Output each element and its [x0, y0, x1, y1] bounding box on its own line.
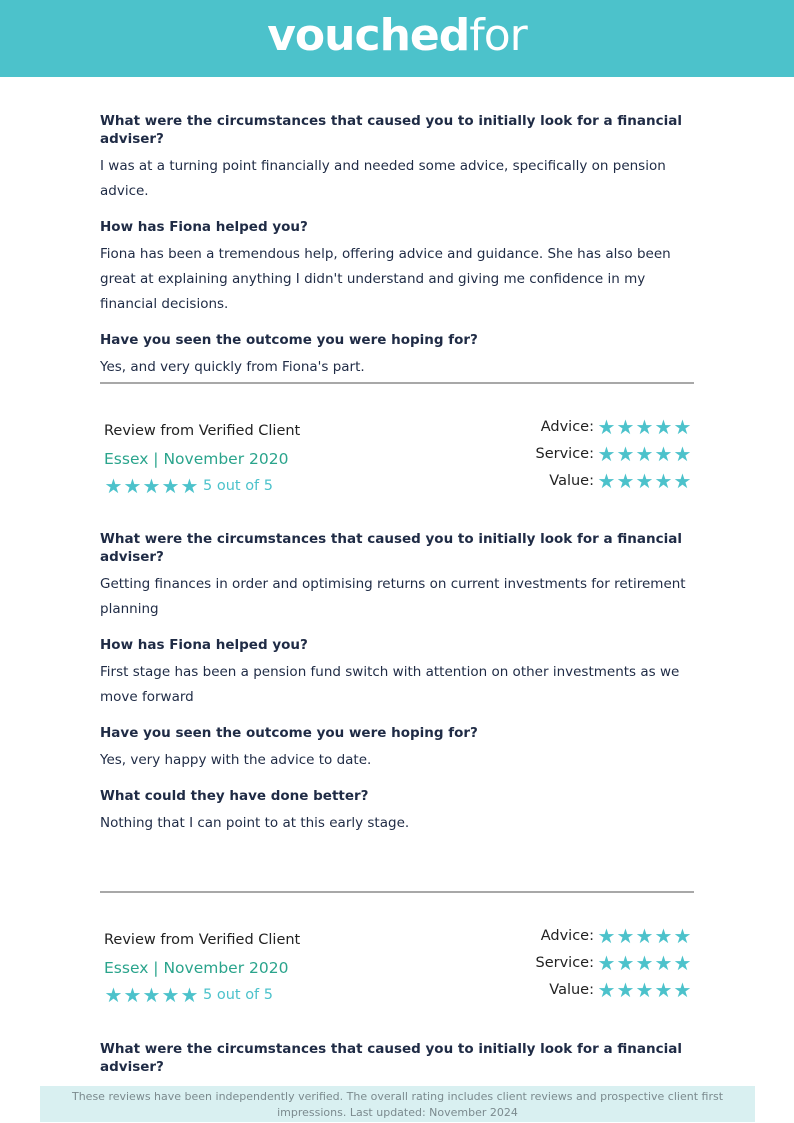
star-icon: ★	[161, 983, 180, 1007]
review-divider	[100, 891, 694, 893]
star-icon: ★	[673, 468, 692, 493]
review-source: Review from Verified Client	[104, 932, 301, 948]
review-location-date: Essex | November 2020	[104, 450, 289, 468]
question: Have you seen the outcome you were hoping for?	[100, 725, 478, 741]
star-icon: ★	[635, 414, 654, 439]
star-icon: ★	[142, 983, 161, 1007]
review-divider	[100, 382, 694, 384]
review-2-qa	[100, 530, 700, 850]
logo-part-2: for	[469, 9, 527, 61]
star-icon: ★	[142, 474, 161, 498]
answer: Yes, and very quickly from Fiona's part.	[100, 359, 365, 375]
qa-group	[100, 530, 700, 622]
answer: I was at a turning point financially and needed some advice, specifically on pension advice.	[100, 158, 666, 199]
rating-stars	[597, 441, 692, 466]
qa-group	[100, 331, 700, 380]
star-icon: ★	[654, 923, 673, 948]
rating-row-value	[472, 976, 692, 1003]
rating-stars	[597, 950, 692, 975]
star-icon: ★	[673, 977, 692, 1002]
star-icon: ★	[635, 441, 654, 466]
star-icon: ★	[161, 474, 180, 498]
overall-stars	[104, 476, 199, 496]
rating-stars	[597, 468, 692, 493]
qa-group	[100, 112, 700, 204]
qa-group	[100, 636, 700, 710]
star-icon: ★	[654, 950, 673, 975]
star-icon: ★	[635, 468, 654, 493]
star-icon: ★	[616, 468, 635, 493]
rating-stars	[597, 923, 692, 948]
star-icon: ★	[123, 474, 142, 498]
star-icon: ★	[635, 923, 654, 948]
qa-group	[100, 724, 700, 773]
rating-label: Service:	[535, 445, 594, 462]
rating-label: Advice:	[540, 927, 594, 944]
rating-label: Service:	[535, 954, 594, 971]
star-icon: ★	[104, 474, 123, 498]
rating-row-advice	[472, 413, 692, 440]
star-icon: ★	[597, 441, 616, 466]
answer: Fiona has been a tremendous help, offering advice and guidance. She has also been great at explaining anything I didn't understand and giving me confidence in my financial decisions.	[100, 246, 671, 312]
star-icon: ★	[597, 414, 616, 439]
review-3-qa	[100, 1040, 700, 1090]
rating-label: Value:	[549, 981, 594, 998]
star-icon: ★	[654, 977, 673, 1002]
overall-rating-text: 5 out of 5	[203, 478, 274, 494]
star-icon: ★	[597, 950, 616, 975]
star-icon: ★	[673, 414, 692, 439]
star-icon: ★	[123, 983, 142, 1007]
star-icon: ★	[673, 441, 692, 466]
review-location-date: Essex | November 2020	[104, 959, 289, 977]
review-3-category-ratings	[472, 922, 692, 1003]
rating-stars	[597, 977, 692, 1002]
question: What could they have done better?	[100, 788, 369, 804]
star-icon: ★	[180, 983, 199, 1007]
question: What were the circumstances that caused you to initially look for a financial adviser?	[100, 113, 683, 147]
star-icon: ★	[616, 441, 635, 466]
rating-row-service	[472, 440, 692, 467]
star-icon: ★	[616, 923, 635, 948]
star-icon: ★	[616, 977, 635, 1002]
answer: Getting finances in order and optimising returns on current investments for retirement planning	[100, 576, 686, 617]
qa-group	[100, 218, 700, 317]
rating-row-advice	[472, 922, 692, 949]
star-icon: ★	[654, 414, 673, 439]
rating-row-value	[472, 467, 692, 494]
question: What were the circumstances that caused you to initially look for a financial adviser?	[100, 531, 683, 565]
logo-part-1: vouched	[267, 9, 470, 61]
overall-rating-text: 5 out of 5	[203, 987, 274, 1003]
question: How has Fiona helped you?	[100, 219, 308, 235]
answer: Yes, very happy with the advice to date.	[100, 752, 372, 768]
star-icon: ★	[635, 977, 654, 1002]
star-icon: ★	[597, 977, 616, 1002]
star-icon: ★	[616, 950, 635, 975]
star-icon: ★	[673, 923, 692, 948]
star-icon: ★	[597, 923, 616, 948]
review-source: Review from Verified Client	[104, 423, 301, 439]
qa-group	[100, 1040, 700, 1076]
verification-footer: These reviews have been independently verified. The overall rating includes client reviews and prospective client first impressions. Last updated: November 2024	[40, 1086, 755, 1122]
star-icon: ★	[635, 950, 654, 975]
rating-row-service	[472, 949, 692, 976]
review-2-category-ratings	[472, 413, 692, 494]
star-icon: ★	[616, 414, 635, 439]
rating-label: Value:	[549, 472, 594, 489]
star-icon: ★	[654, 441, 673, 466]
qa-group	[100, 787, 700, 836]
star-icon: ★	[654, 468, 673, 493]
question: Have you seen the outcome you were hoping for?	[100, 332, 478, 348]
rating-label: Advice:	[540, 418, 594, 435]
review-1-qa	[100, 112, 700, 394]
star-icon: ★	[180, 474, 199, 498]
question: What were the circumstances that caused you to initially look for a financial adviser?	[100, 1041, 683, 1075]
rating-stars	[597, 414, 692, 439]
overall-stars	[104, 985, 199, 1005]
answer: Nothing that I can point to at this early stage.	[100, 815, 410, 831]
star-icon: ★	[597, 468, 616, 493]
vouchedfor-logo[interactable]	[267, 9, 527, 64]
star-icon: ★	[104, 983, 123, 1007]
header-bar	[0, 0, 794, 77]
star-icon: ★	[673, 950, 692, 975]
question: How has Fiona helped you?	[100, 637, 308, 653]
answer: First stage has been a pension fund switch with attention on other investments as we move forward	[100, 664, 680, 705]
